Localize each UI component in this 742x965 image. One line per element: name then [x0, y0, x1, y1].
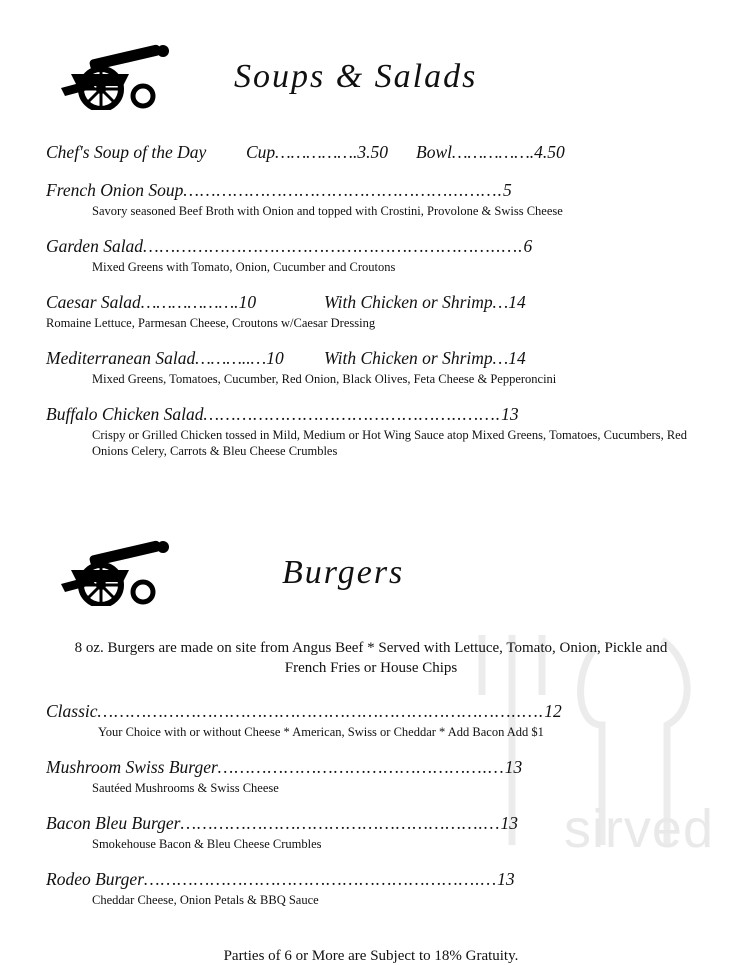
item-price: 6 — [523, 236, 533, 256]
leader-dots: ………………………………………….… — [217, 756, 505, 777]
menu-items-burgers — [46, 701, 696, 908]
item-price: 10 — [238, 292, 257, 312]
leader-dots: …………………………………………………………………..…. — [97, 700, 545, 721]
item-name: Buffalo Chicken Salad — [46, 404, 204, 424]
item-name: Mushroom Swiss Burger — [46, 756, 218, 777]
item-description: Your Choice with or without Cheese * American, Swiss or Cheddar * Add Bacon Add $1 — [98, 724, 544, 739]
item-name: Chef's Soup of the Day — [46, 142, 207, 162]
menu-item — [46, 404, 696, 459]
item-name: Caesar Salad — [46, 292, 141, 312]
section-title: Soups & Salads — [234, 58, 478, 95]
item-name: Classic — [46, 700, 98, 721]
menu-item — [46, 292, 696, 331]
cannon-icon — [46, 540, 186, 606]
item-variant-price: With Chicken or Shrimp…14 — [324, 348, 526, 368]
item-description: Smokehouse Bacon & Bleu Cheese Crumbles — [92, 836, 322, 851]
burgers-intro-text: 8 oz. Burgers are made on site from Angus Beef * Served with Lettuce, Tomato, Onion, Pickle and French Fries or House Chips — [74, 640, 668, 677]
section-header-soups-salads — [46, 0, 696, 120]
leader-dots: …………………………………………………….… — [144, 868, 498, 889]
item-price: 12 — [544, 700, 562, 721]
item-description: Savory seasoned Beef Broth with Onion and topped with Crostini, Provolone & Swiss Cheese — [92, 204, 563, 218]
section-header-burgers — [46, 476, 696, 616]
section-title: Burgers — [282, 554, 405, 591]
menu-items-soups-salads — [46, 142, 696, 459]
leader-dots: ………………. — [140, 292, 239, 312]
item-price: 10 — [266, 348, 284, 368]
leader-dots: …………………………………………...……. — [183, 180, 503, 200]
item-name: Mediterranean Salad — [46, 348, 196, 368]
menu-item — [46, 142, 696, 163]
gratuity-note: Parties of 6 or More are Subject to 18% Gratuity. — [223, 947, 519, 964]
item-price: 5 — [502, 180, 512, 200]
item-description: Romaine Lettuce, Parmesan Cheese, Croutons w/Caesar Dressing — [46, 316, 376, 330]
menu-item — [46, 813, 696, 852]
watermark-brand: sirved — [563, 799, 714, 859]
item-description: Mixed Greens, Tomatoes, Cucumber, Red Onion, Black Olives, Feta Cheese & Pepperoncini — [92, 372, 557, 386]
menu-item — [46, 236, 696, 275]
leader-dots: ……………………………………………….… — [180, 812, 501, 833]
item-name: Garden Salad — [46, 236, 144, 256]
item-description: Cheddar Cheese, Onion Petals & BBQ Sauce — [92, 892, 319, 907]
cannon-icon — [46, 44, 186, 110]
item-name: Rodeo Burger — [46, 868, 145, 889]
menu-item — [46, 180, 696, 219]
item-price: 13 — [500, 812, 518, 833]
item-price: 13 — [497, 868, 515, 889]
item-description: Sautéed Mushrooms & Swiss Cheese — [92, 780, 279, 795]
menu-item — [46, 701, 696, 740]
menu-item — [46, 757, 696, 796]
item-price-bowl: Bowl…………….4.50 — [416, 142, 565, 162]
item-price-cup: Cup…………….3.50 — [246, 142, 388, 162]
item-price: 13 — [501, 404, 519, 424]
item-name: French Onion Soup — [46, 180, 184, 200]
leader-dots: ………..… — [195, 348, 267, 368]
leader-dots: ………………………………………..……. — [203, 404, 502, 424]
leader-dots: ………………………………………………………..…. — [143, 236, 524, 256]
menu-item — [46, 348, 696, 387]
item-variant-price: With Chicken or Shrimp…14 — [324, 292, 526, 312]
item-description: Crispy or Grilled Chicken tossed in Mild, Medium or Hot Wing Sauce atop Mixed Greens, Tomatoes, Cucumbers, Red Onions Celery, Carrots & Bleu Cheese Crumbles — [92, 428, 687, 458]
item-name: Bacon Bleu Burger — [46, 812, 181, 833]
item-price: 13 — [504, 756, 523, 777]
item-description: Mixed Greens with Tomato, Onion, Cucumber and Croutons — [92, 260, 396, 274]
menu-item — [46, 869, 696, 908]
